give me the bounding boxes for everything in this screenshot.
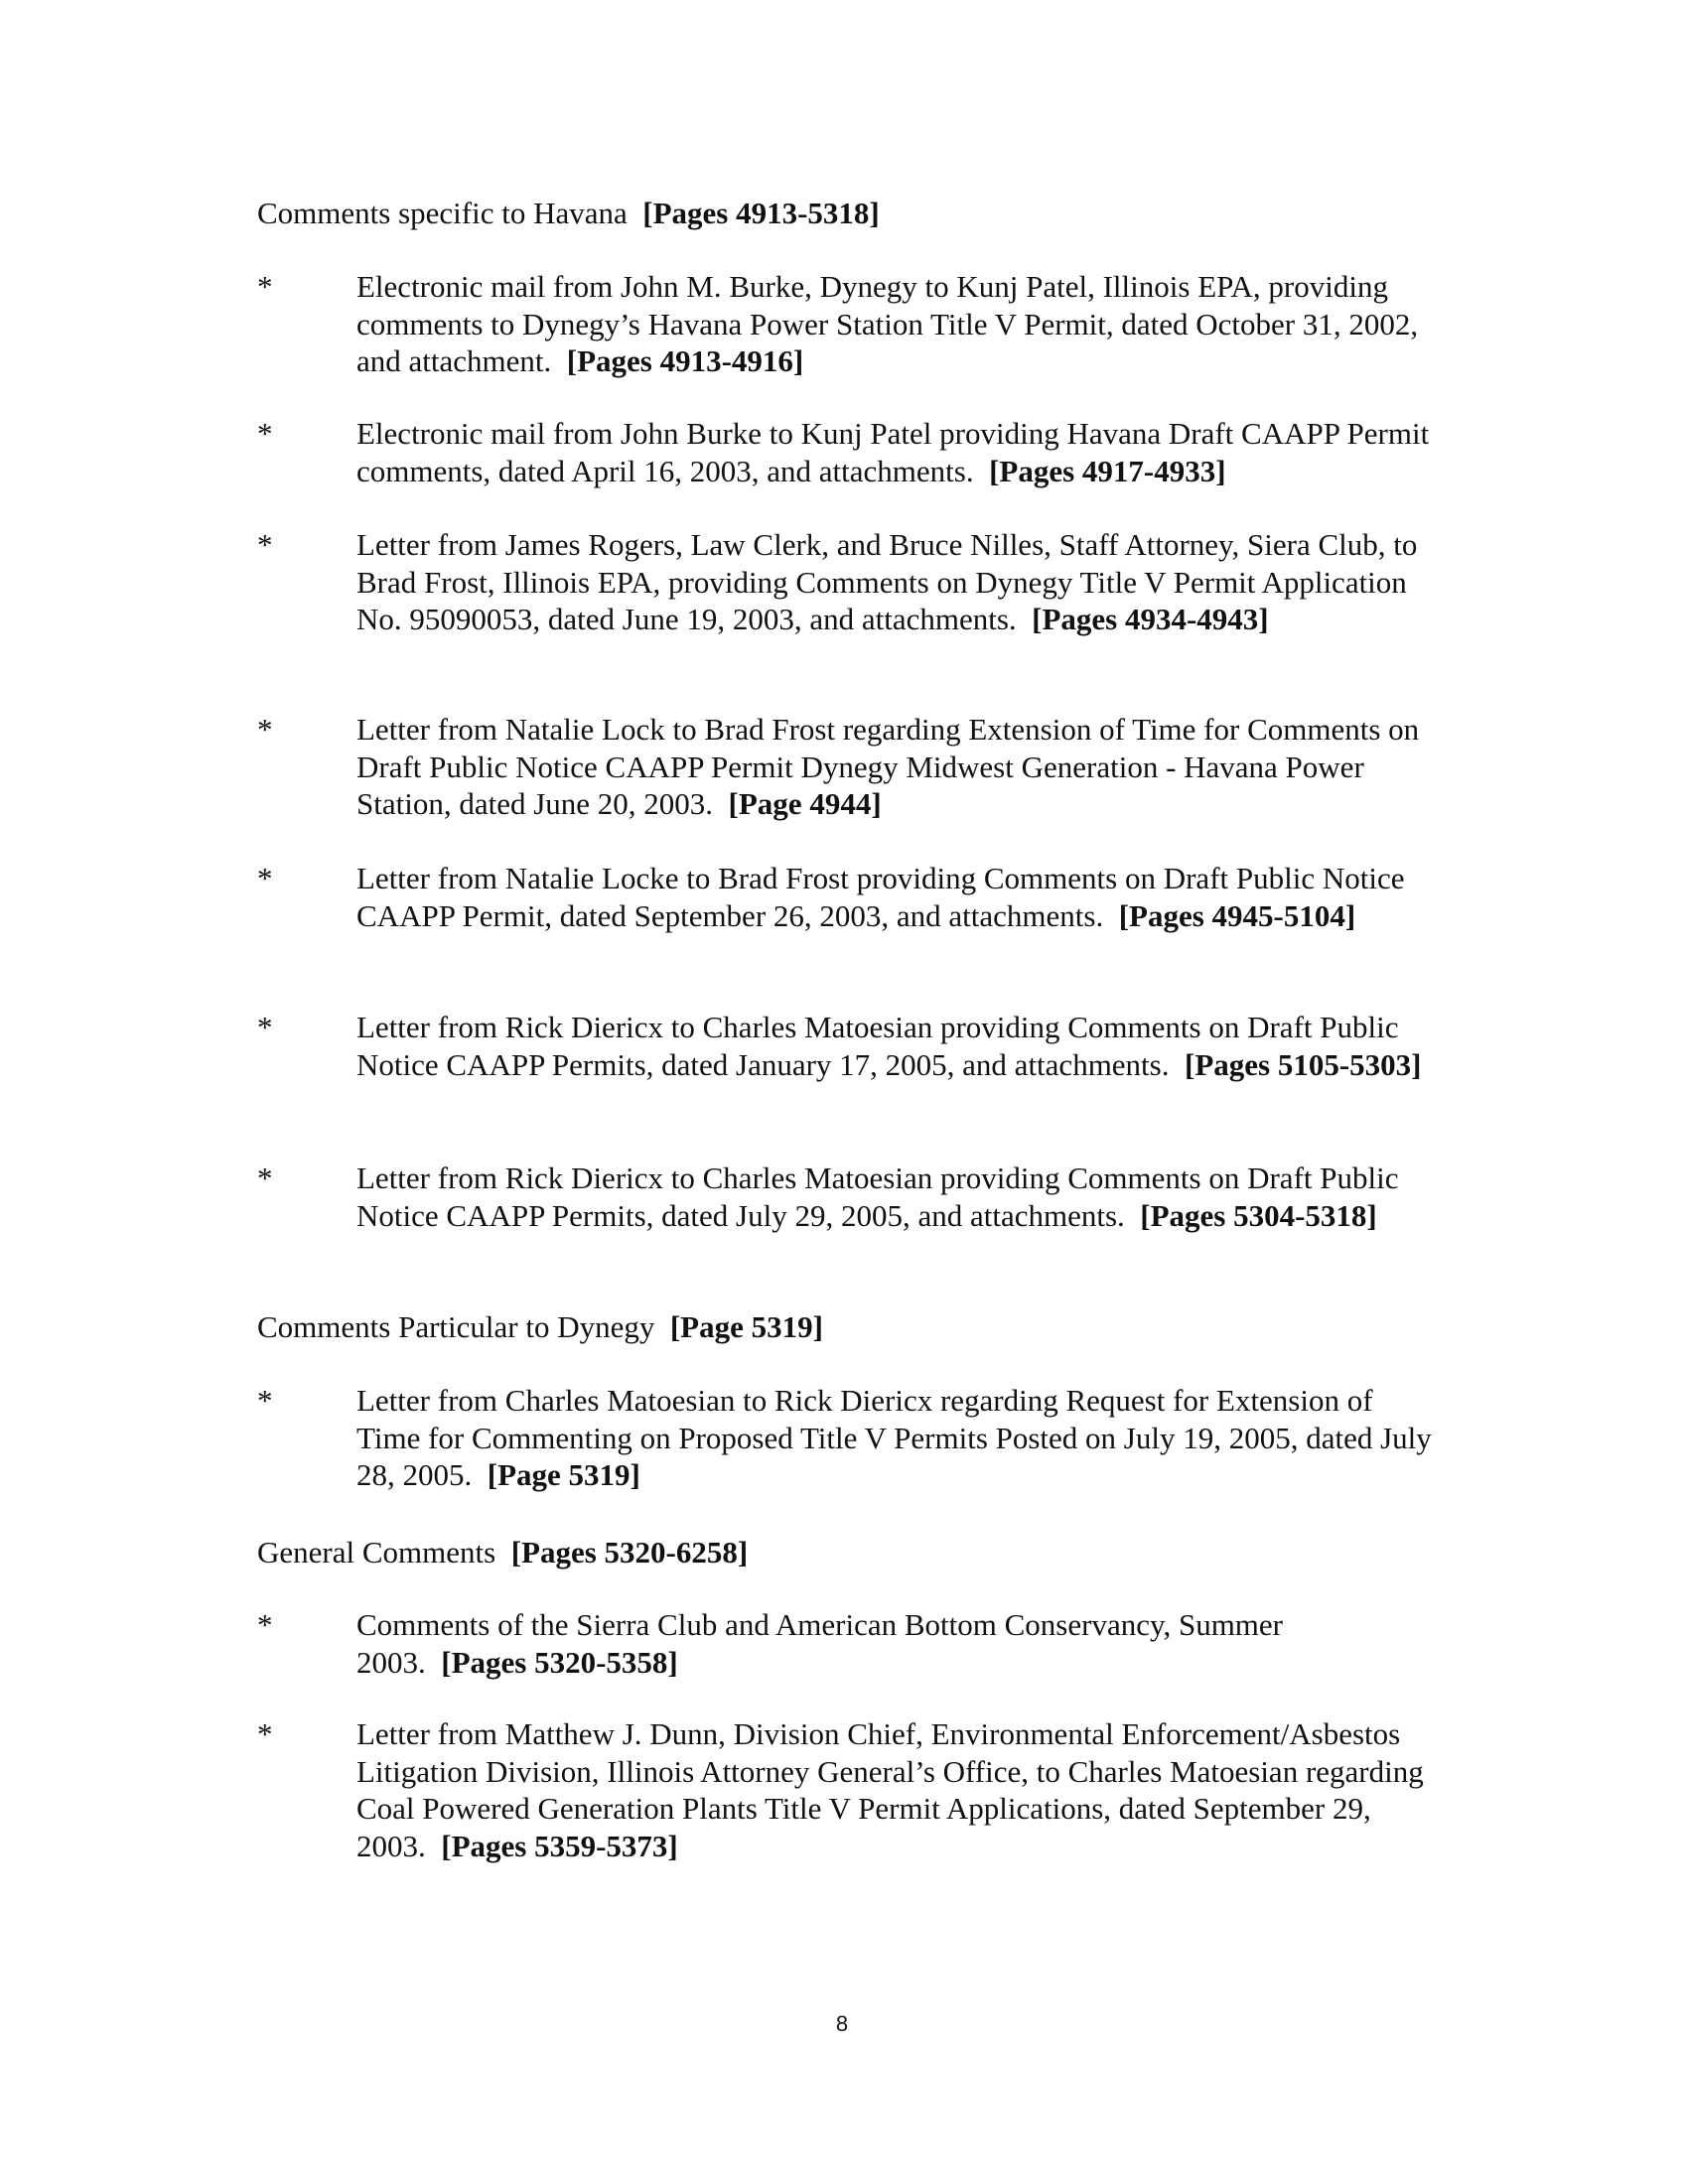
- asterisk-bullet: *: [257, 712, 273, 747]
- list-item: [257, 1160, 1439, 1234]
- item-text: Electronic mail from John Burke to Kunj Patel providing Havana Draft CAAPP Permit comments, dated April 16, 2003, and attachments.: [356, 416, 1430, 488]
- item-page-ref: [Pages 4934-4943]: [1032, 602, 1269, 636]
- asterisk-bullet: *: [257, 1010, 273, 1044]
- item-text: Letter from Natalie Lock to Brad Frost regarding Extension of Time for Comments on Draft Public Notice CAAPP Permit Dynegy Midwest Generation - Havana Power Station, dated June 20, 2003.: [356, 712, 1420, 821]
- asterisk-bullet: *: [257, 269, 273, 304]
- item-page-ref: [Page 4944]: [728, 786, 882, 821]
- item-text: Letter from Charles Matoesian to Rick Diericx regarding Request for Extension of Time for Commenting on Proposed Title V Permits Posted on July 19, 2005, dated July 28, 2005.: [356, 1383, 1432, 1492]
- item-text: Electronic mail from John M. Burke, Dynegy to Kunj Patel, Illinois EPA, providing comments to Dynegy’s Havana Power Station Title V Permit, dated October 31, 2002, and attachment.: [356, 269, 1419, 378]
- item-page-ref: [Pages 5105-5303]: [1185, 1046, 1422, 1082]
- list-item: [257, 1382, 1439, 1494]
- item-text: Letter from Rick Diericx to Charles Matoesian providing Comments on Draft Public Notice CAAPP Permits, dated July 29, 2005, and attachments.: [356, 1160, 1399, 1233]
- item-page-ref: [Page 5319]: [487, 1457, 640, 1492]
- list-item: [257, 860, 1439, 934]
- asterisk-bullet: *: [257, 416, 273, 451]
- list-item: [257, 1009, 1439, 1083]
- item-page-ref: [Pages 4945-5104]: [1118, 897, 1356, 933]
- list-item: [257, 415, 1439, 489]
- item-page-ref: [Pages 5304-5318]: [1140, 1197, 1377, 1233]
- item-page-ref: [Pages 5359-5373]: [441, 1828, 678, 1863]
- section-heading-havana: [257, 195, 880, 232]
- item-page-ref: [Pages 4913-4916]: [566, 343, 804, 378]
- heading-text: Comments Particular to Dynegy: [257, 1309, 655, 1344]
- item-text: Letter from Matthew J. Dunn, Division Chief, Environmental Enforcement/Asbestos Litigation Division, Illinois Attorney General’s Office, to Charles Matoesian regarding Coal Powered Generation Plants Title V Permit Applications, dated September 29, 2003.: [356, 1716, 1424, 1863]
- heading-page-ref: [Pages 4913-5318]: [642, 196, 880, 230]
- item-text: Comments of the Sierra Club and American Bottom Conservancy, Summer 2003.: [356, 1607, 1283, 1680]
- section-heading-dynegy: [257, 1308, 823, 1346]
- list-item: [257, 268, 1439, 380]
- asterisk-bullet: *: [257, 1160, 273, 1195]
- heading-page-ref: [Page 5319]: [669, 1309, 823, 1344]
- asterisk-bullet: *: [257, 1716, 273, 1751]
- list-item: [257, 1715, 1439, 1864]
- section-heading-general: [257, 1534, 748, 1571]
- item-page-ref: [Pages 4917-4933]: [989, 453, 1226, 488]
- heading-page-ref: [Pages 5320-6258]: [510, 1535, 749, 1570]
- asterisk-bullet: *: [257, 1383, 273, 1418]
- asterisk-bullet: *: [257, 527, 273, 562]
- asterisk-bullet: *: [257, 1607, 273, 1642]
- asterisk-bullet: *: [257, 861, 273, 895]
- item-text: Letter from Natalie Locke to Brad Frost providing Comments on Draft Public Notice CAAPP Permit, dated September 26, 2003, and attachments.: [356, 861, 1405, 933]
- item-text: Letter from James Rogers, Law Clerk, and Bruce Nilles, Staff Attorney, Siera Club, to Brad Frost, Illinois EPA, providing Comments on Dynegy Title V Permit Application No. 95090053, dated June 19, 2003, and attachments.: [356, 527, 1418, 636]
- item-page-ref: [Pages 5320-5358]: [441, 1644, 678, 1680]
- item-text: Letter from Rick Diericx to Charles Matoesian providing Comments on Draft Public Notice CAAPP Permits, dated January 17, 2005, and attachments.: [356, 1010, 1399, 1082]
- list-item: [257, 711, 1439, 823]
- heading-text: Comments specific to Havana: [257, 196, 628, 230]
- list-item: [257, 526, 1439, 638]
- page-number: 8: [835, 2011, 849, 2036]
- heading-text: General Comments: [257, 1535, 496, 1570]
- list-item: [257, 1606, 1439, 1681]
